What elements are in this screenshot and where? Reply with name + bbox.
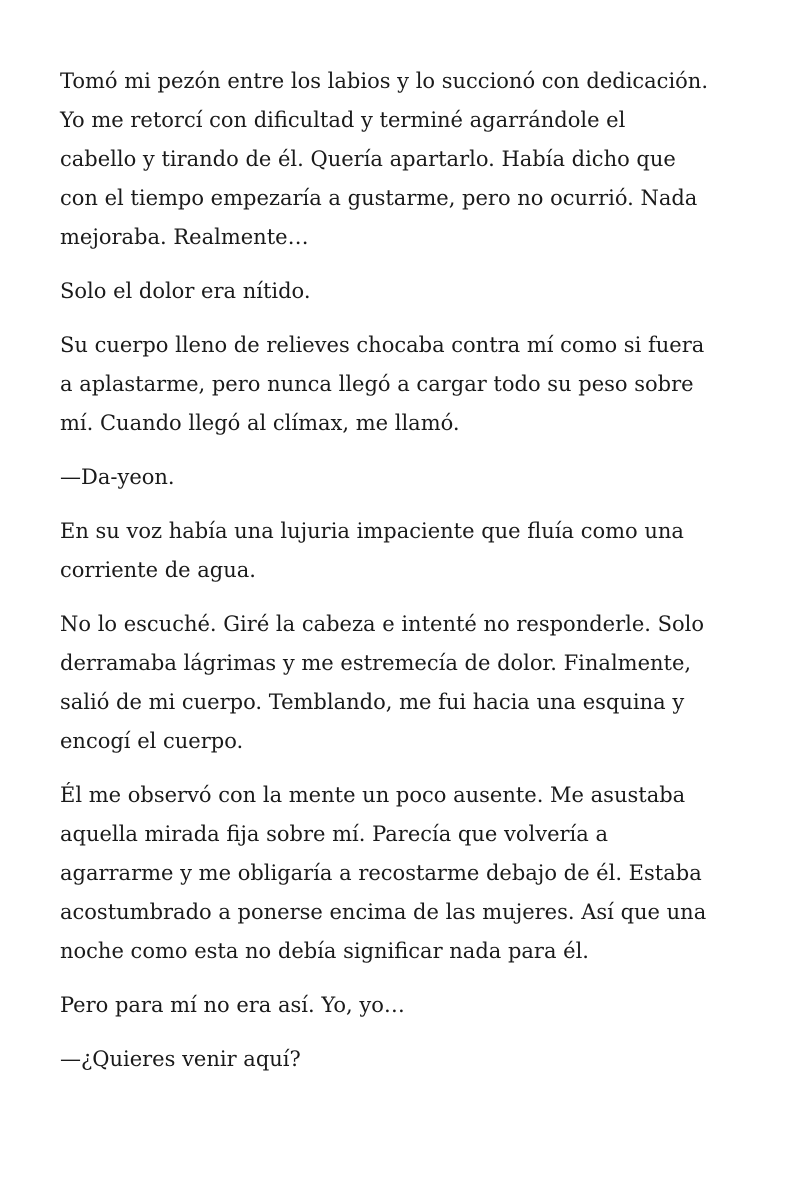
- paragraph-5: [60, 512, 760, 590]
- text-line: cabello y tirando de él. Quería apartarlo. Había dicho que: [60, 147, 676, 171]
- text-line: mejoraba. Realmente…: [60, 225, 309, 249]
- text-line: a aplastarme, pero nunca llegó a cargar todo su peso sobre: [60, 372, 694, 396]
- text-line: Yo me retorcí con dificultad y terminé agarrándole el: [60, 108, 626, 132]
- text-line: mí. Cuando llegó al clímax, me llamó.: [60, 411, 460, 435]
- text-line: derramaba lágrimas y me estremecía de dolor. Finalmente,: [60, 651, 692, 675]
- paragraph-2: [60, 272, 760, 311]
- text-line: acostumbrado a ponerse encima de las mujeres. Así que una: [60, 900, 707, 924]
- document-page: [60, 62, 760, 1094]
- paragraph-4: [60, 458, 760, 497]
- text-line: Tomó mi pezón entre los labios y lo succionó con dedicación.: [60, 69, 709, 93]
- paragraph-8: [60, 986, 760, 1025]
- text-line: noche como esta no debía significar nada para él.: [60, 939, 589, 963]
- text-line: Pero para mí no era así. Yo, yo…: [60, 993, 405, 1017]
- paragraph-1: [60, 62, 760, 257]
- text-line: agarrarme y me obligaría a recostarme debajo de él. Estaba: [60, 861, 702, 885]
- paragraph-9: [60, 1040, 760, 1079]
- text-line: En su voz había una lujuria impaciente que fluía como una: [60, 519, 684, 543]
- text-line: —¿Quieres venir aquí?: [60, 1047, 301, 1071]
- text-line: salió de mi cuerpo. Temblando, me fui hacia una esquina y: [60, 690, 685, 714]
- text-line: aquella mirada fija sobre mí. Parecía que volvería a: [60, 822, 608, 846]
- paragraph-3: [60, 326, 760, 443]
- text-line: con el tiempo empezaría a gustarme, pero no ocurrió. Nada: [60, 186, 698, 210]
- text-line: Él me observó con la mente un poco ausente. Me asustaba: [60, 783, 686, 807]
- text-line: corriente de agua.: [60, 558, 256, 582]
- text-line: Su cuerpo lleno de relieves chocaba contra mí como si fuera: [60, 333, 705, 357]
- text-line: No lo escuché. Giré la cabeza e intenté no responderle. Solo: [60, 612, 705, 636]
- text-line: Solo el dolor era nítido.: [60, 279, 311, 303]
- paragraph-6: [60, 605, 760, 761]
- paragraph-7: [60, 776, 760, 971]
- text-line: encogí el cuerpo.: [60, 729, 244, 753]
- text-line: —Da-yeon.: [60, 465, 175, 489]
